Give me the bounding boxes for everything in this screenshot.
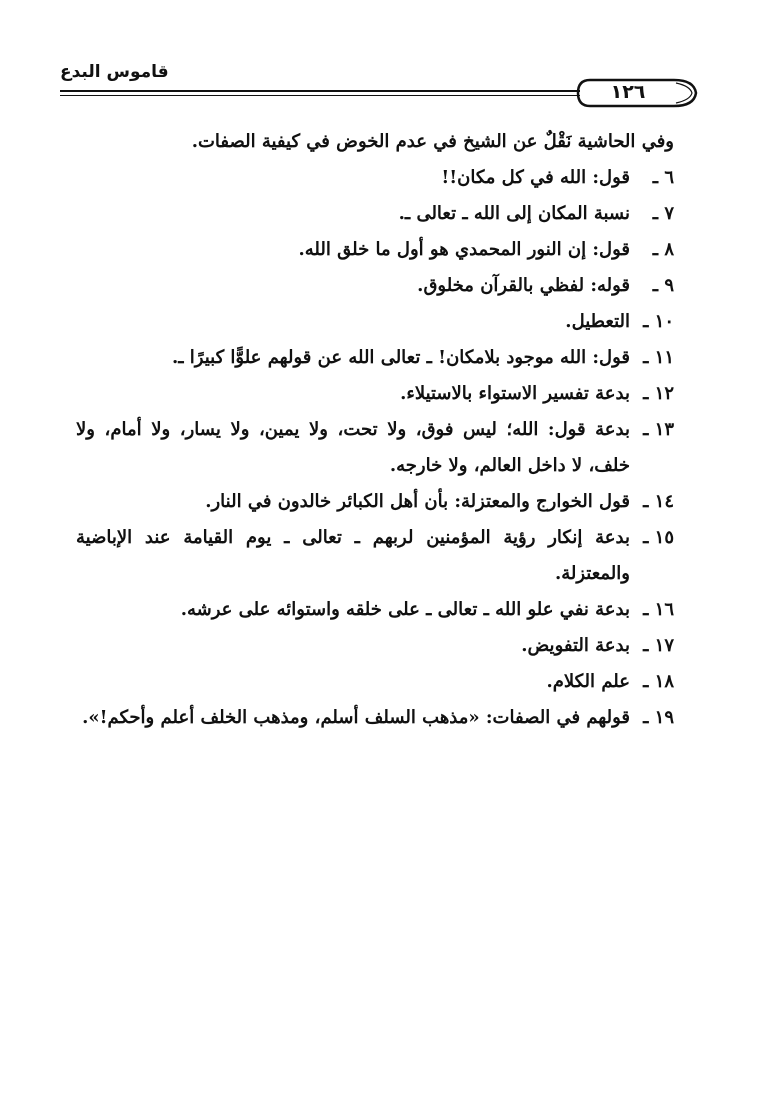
item-text: بدعة إنكار رؤية المؤمنين لربهم ـ تعالى ـ يوم القيامة عند الإباضية والمعتزلة. (76, 527, 630, 584)
item-text: قولهم في الصفات: «مذهب السلف أسلم، ومذهب الخلف أعلم وأحكم!». (82, 707, 630, 728)
item-number: ٨ ـ (652, 239, 674, 260)
item-number: ٦ ـ (652, 167, 674, 188)
list-item (76, 664, 674, 700)
item-text: بدعة قول: الله؛ ليس فوق، ولا تحت، ولا يمين، ولا يسار، ولا أمام، ولا خلف، لا داخل العالم، ولا خارجه. (76, 419, 630, 476)
item-text: بدعة نفي علو الله ـ تعالى ـ على خلقه واستوائه على عرشه. (180, 599, 630, 620)
item-number: ١٣ ـ (643, 419, 674, 440)
item-text: قول: إن النور المحمدي هو أول ما خلق الله. (298, 239, 630, 260)
list-item (76, 232, 674, 268)
item-number: ١٧ ـ (643, 635, 674, 656)
item-number: ٧ ـ (652, 203, 674, 224)
list-item (76, 484, 674, 520)
innovation-list (76, 160, 674, 736)
item-number: ١٨ ـ (643, 671, 674, 692)
list-item (76, 592, 674, 628)
page-number-badge (576, 78, 698, 108)
item-number: ١٩ ـ (643, 707, 674, 728)
item-number: ١٦ ـ (643, 599, 674, 620)
item-text: بدعة التفويض. (521, 635, 630, 656)
header-rule (60, 90, 580, 92)
page-header (60, 62, 700, 112)
item-text: قوله: لفظي بالقرآن مخلوق. (417, 275, 630, 296)
item-text: علم الكلام. (546, 671, 630, 692)
intro-line: وفي الحاشية نَقْلٌ عن الشيخ في عدم الخوض في كيفية الصفات. (191, 131, 674, 152)
item-number: ١١ ـ (643, 347, 674, 368)
list-item (76, 628, 674, 664)
page-body (76, 124, 674, 736)
list-item (76, 304, 674, 340)
item-text: بدعة تفسير الاستواء بالاستيلاء. (400, 383, 630, 404)
item-text: نسبة المكان إلى الله ـ تعالى ـ. (398, 203, 630, 224)
item-text: قول الخوارج والمعتزلة: بأن أهل الكبائر خالدون في النار. (205, 491, 630, 512)
list-item (76, 268, 674, 304)
item-number: ١٤ ـ (643, 491, 674, 512)
item-number: ١٠ ـ (643, 311, 674, 332)
list-item (76, 160, 674, 196)
item-text: التعطيل. (565, 311, 630, 332)
page-number: ١٢٦ (610, 81, 646, 103)
list-item (76, 340, 674, 376)
list-item (76, 196, 674, 232)
item-number: ٩ ـ (652, 275, 674, 296)
item-text: قول: الله موجود بلامكان! ـ تعالى الله عن قولهم علوًّا كبيرًا ـ. (171, 347, 630, 368)
list-item (76, 700, 674, 736)
header-rule-thin (60, 95, 580, 96)
book-title: قاموس البدع (60, 62, 169, 82)
list-item (76, 412, 674, 484)
item-number: ١٢ ـ (643, 383, 674, 404)
item-text: قول: الله في كل مكان!! (441, 167, 630, 188)
item-number: ١٥ ـ (643, 527, 674, 548)
list-item (76, 520, 674, 592)
list-item (76, 376, 674, 412)
